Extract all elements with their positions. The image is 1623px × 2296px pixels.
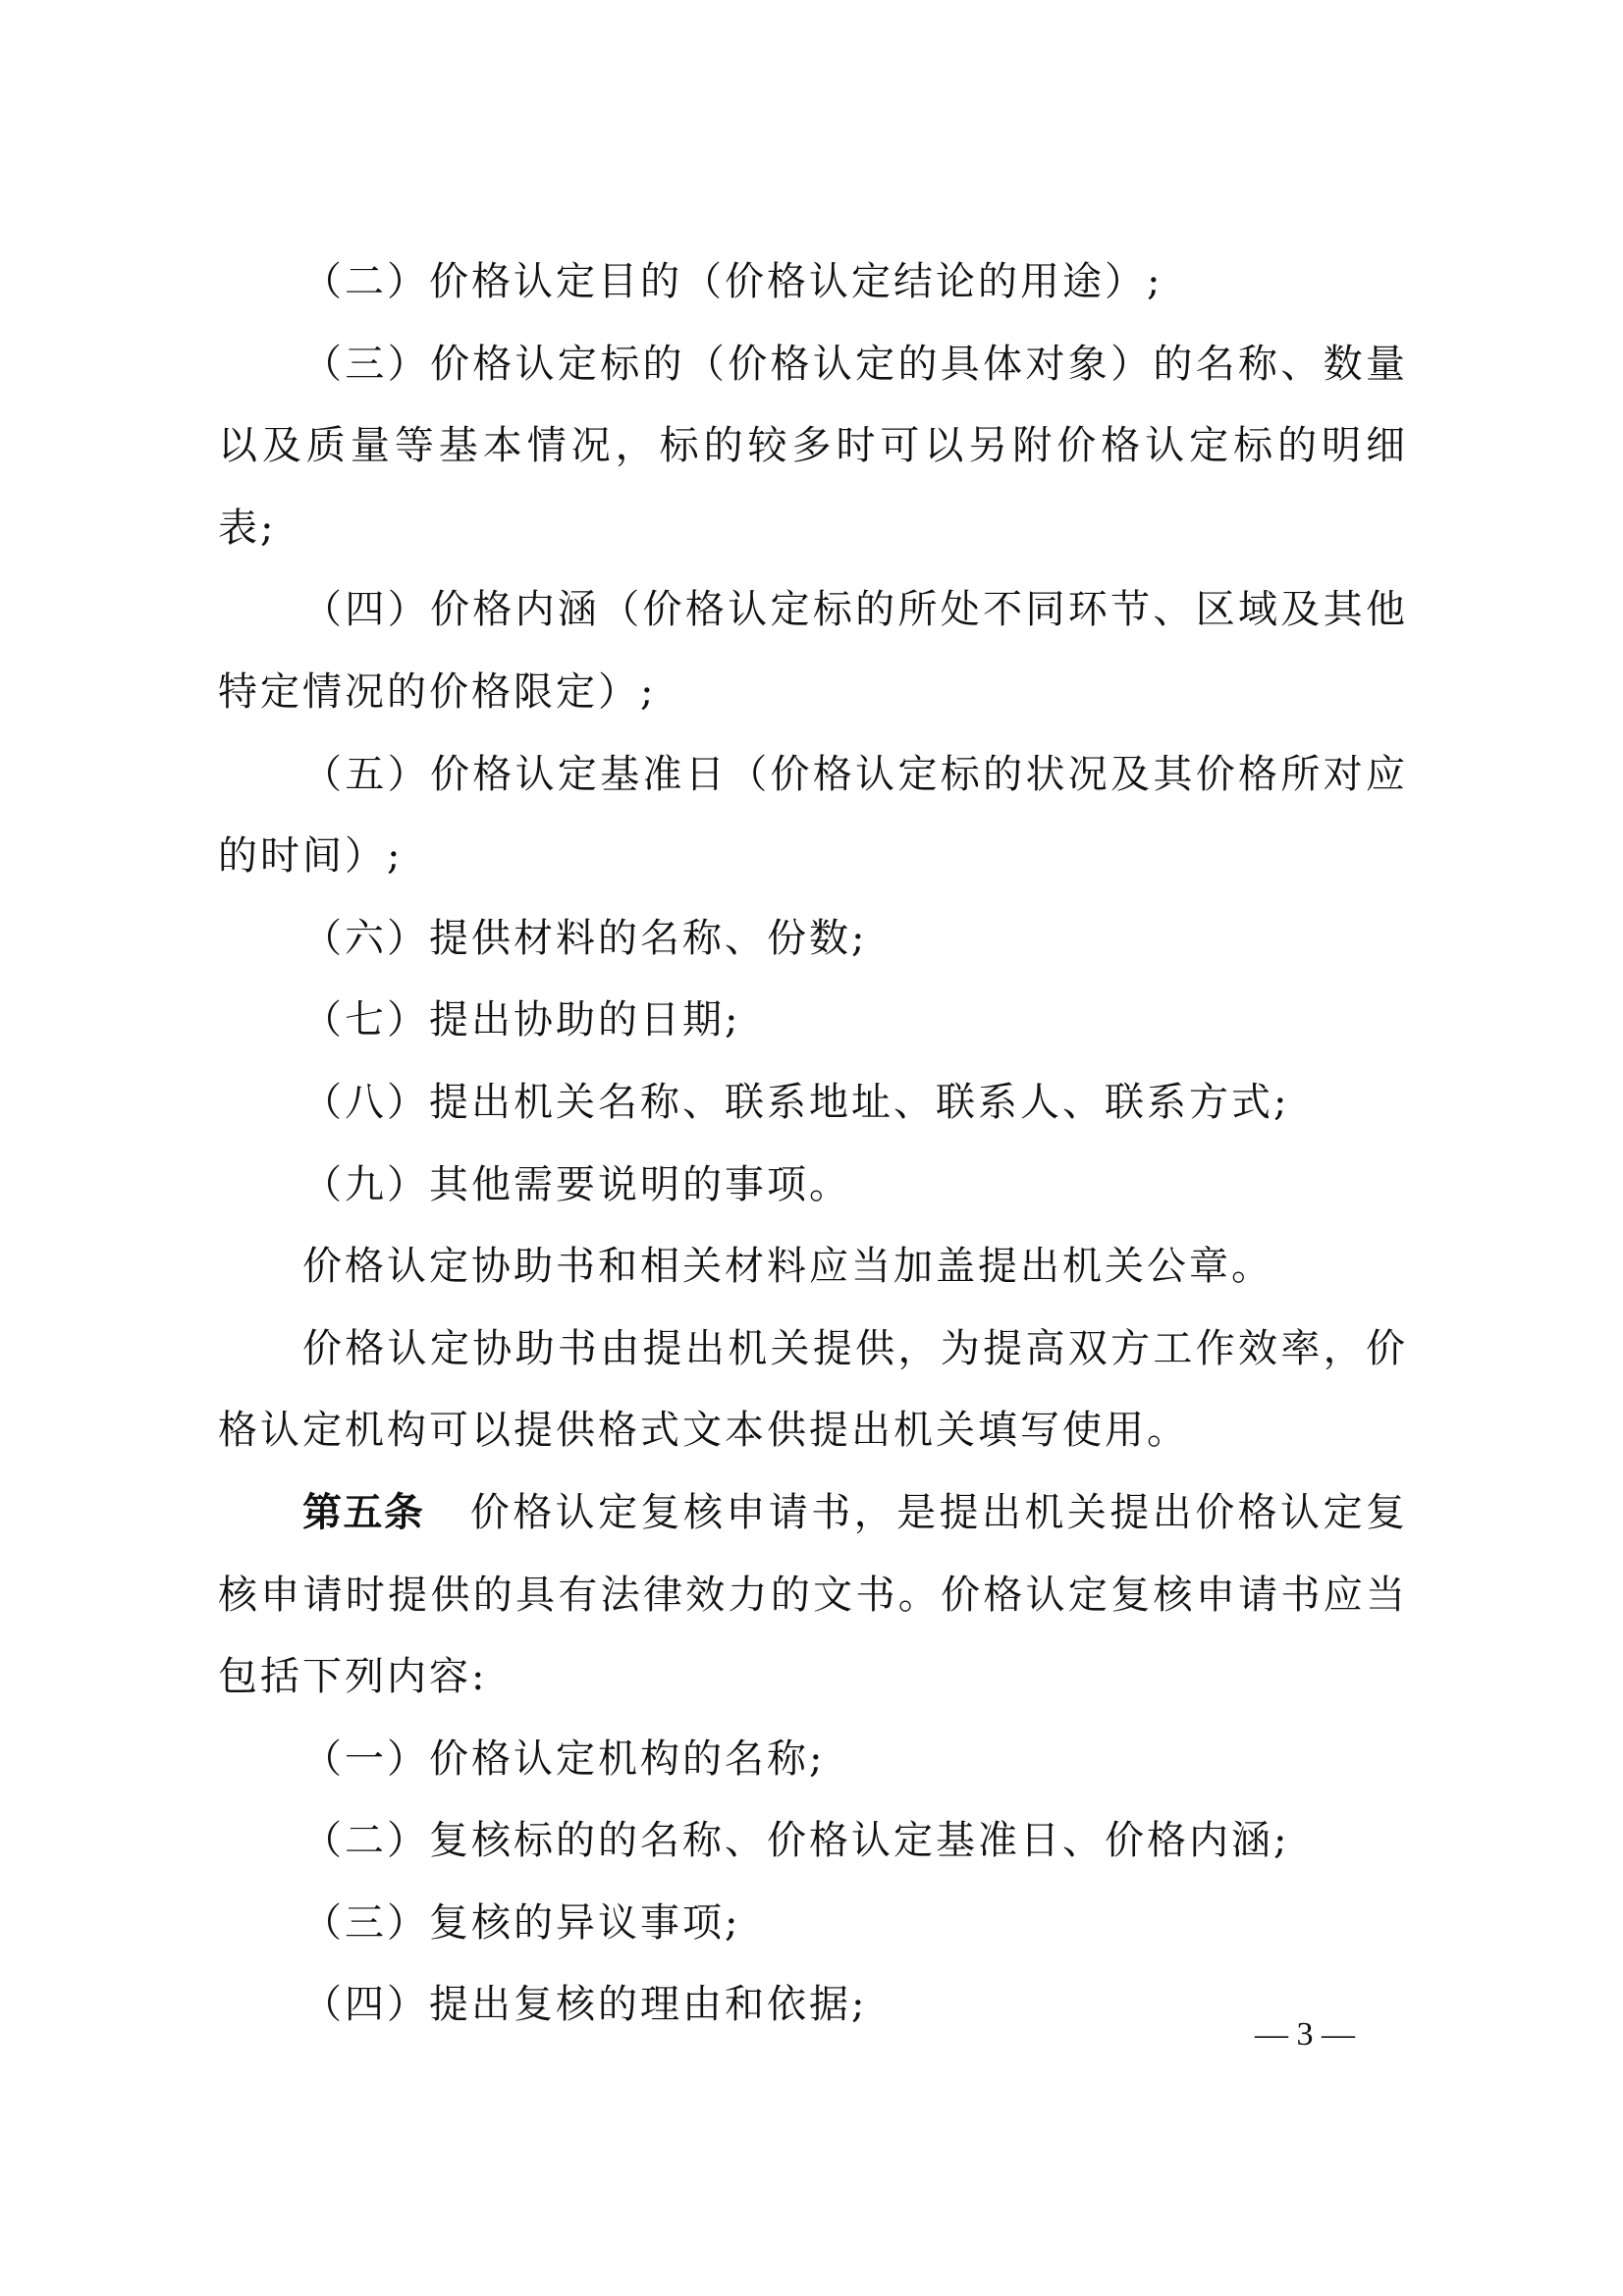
- paragraph-item-9: （九）其他需要说明的事项。: [302, 1161, 851, 1207]
- paragraph-format-template: 价格认定协助书由提出机关提供，为提高双方工作效率，价格认定机构可以提供格式文本供提出机关填写使用。: [218, 1325, 1408, 1454]
- review-item-1: （一）价格认定机构的名称;: [302, 1735, 826, 1782]
- paragraph-item-2: （二）价格认定目的（价格认定结论的用途）;: [302, 259, 1163, 304]
- paragraph-item-4: （四）价格内涵（价格认定标的所处不同环节、区域及其他特定情况的价格限定）;: [218, 587, 1408, 715]
- article-text: 价格认定复核申请书，是提出机关提出价格认定复核申请时提供的具有法律效力的文书。价格认定复核申请书应当包括下列内容:: [218, 1489, 1409, 1700]
- review-item-2: （二）复核标的的名称、价格认定基准日、价格内涵;: [302, 1818, 1290, 1864]
- paragraph-item-8: （八）提出机关名称、联系地址、联系人、联系方式;: [302, 1079, 1290, 1125]
- paragraph-item-3: （三）价格认定标的（价格认定的具体对象）的名称、数量以及质量等基本情况，标的较多时可以另附价格认定标的明细表;: [218, 341, 1408, 551]
- paragraph-item-5: （五）价格认定基准日（价格认定标的状况及其价格所对应的时间）;: [218, 751, 1408, 880]
- paragraph-seal-requirement: 价格认定协助书和相关材料应当加盖提出机关公章。: [302, 1244, 1273, 1290]
- paragraph-item-6: （六）提供材料的名称、份数;: [302, 915, 868, 961]
- paragraph-item-7: （七）提出协助的日期;: [302, 997, 741, 1043]
- review-item-3: （三）复核的异议事项;: [302, 1899, 741, 1946]
- review-item-4: （四）提出复核的理由和依据;: [302, 1982, 868, 2028]
- article-5-paragraph: [218, 1472, 1408, 1719]
- page-number: — 3 —: [1255, 2016, 1355, 2053]
- document-body: [218, 241, 1408, 2047]
- article-label: 第五条: [302, 1489, 425, 1535]
